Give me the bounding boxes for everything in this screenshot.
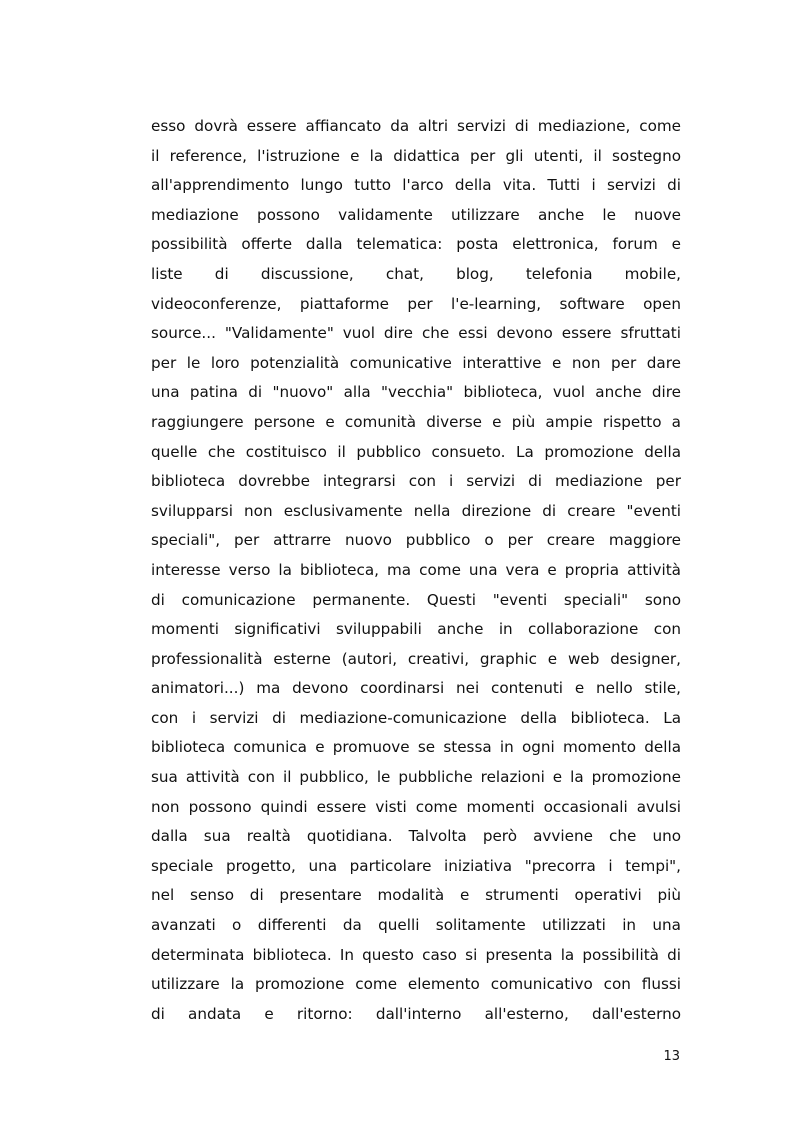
text-line: svilupparsi non esclusivamente nella direzione di creare "eventi (151, 501, 681, 520)
text-line: possibilità offerte dalla telematica: posta elettronica, forum e (151, 235, 681, 254)
text-line: di andata e ritorno: dall'interno all'esterno, dall'esterno (151, 1004, 681, 1023)
text-line: per le loro potenzialità comunicative interattive e non per dare (151, 353, 681, 372)
text-line: animatori...) ma devono coordinarsi nei contenuti e nello stile, (151, 679, 681, 698)
text-line: nel senso di presentare modalità e strumenti operativi più (151, 886, 681, 905)
text-line: momenti significativi sviluppabili anche in collaborazione con (151, 620, 681, 639)
text-line: interesse verso la biblioteca, ma come una vera e propria attività (151, 560, 681, 579)
body-text (151, 114, 681, 1031)
text-line: il reference, l'istruzione e la didattica per gli utenti, il sostegno (151, 146, 681, 165)
text-line: determinata biblioteca. In questo caso si presenta la possibilità di (151, 945, 681, 964)
text-line: speciale progetto, una particolare iniziativa "precorra i tempi", (151, 856, 681, 875)
text-line: non possono quindi essere visti come momenti occasionali avulsi (151, 797, 681, 816)
text-line: sua attività con il pubblico, le pubbliche relazioni e la promozione (151, 768, 681, 787)
text-line: professionalità esterne (autori, creativi, graphic e web designer, (151, 649, 681, 668)
text-line: raggiungere persone e comunità diverse e più ampie rispetto a (151, 412, 681, 431)
text-line: di comunicazione permanente. Questi "eventi speciali" sono (151, 590, 681, 609)
text-line: quelle che costituisco il pubblico consueto. La promozione della (151, 442, 681, 461)
text-line: liste di discussione, chat, blog, telefonia mobile, (151, 264, 681, 283)
text-line: dalla sua realtà quotidiana. Talvolta però avviene che uno (151, 827, 681, 846)
text-line: speciali", per attrarre nuovo pubblico o per creare maggiore (151, 531, 681, 550)
text-line: mediazione possono validamente utilizzare anche le nuove (151, 205, 681, 224)
page-number: 13 (663, 1049, 680, 1064)
text-line: biblioteca comunica e promuove se stessa in ogni momento della (151, 738, 681, 757)
text-line: avanzati o differenti da quelli solitamente utilizzati in una (151, 916, 681, 935)
text-line: una patina di "nuovo" alla "vecchia" biblioteca, vuol anche dire (151, 383, 681, 402)
text-line: biblioteca dovrebbe integrarsi con i servizi di mediazione per (151, 472, 681, 491)
text-line: con i servizi di mediazione-comunicazione della biblioteca. La (151, 708, 681, 727)
text-line: videoconferenze, piattaforme per l'e-learning, software open (151, 294, 681, 313)
text-line: utilizzare la promozione come elemento comunicativo con flussi (151, 975, 681, 994)
text-line: source... "Validamente" vuol dire che essi devono essere sfruttati (151, 324, 681, 343)
text-line: esso dovrà essere affiancato da altri servizi di mediazione, come (151, 117, 681, 135)
text-line: all'apprendimento lungo tutto l'arco della vita. Tutti i servizi di (151, 176, 681, 195)
